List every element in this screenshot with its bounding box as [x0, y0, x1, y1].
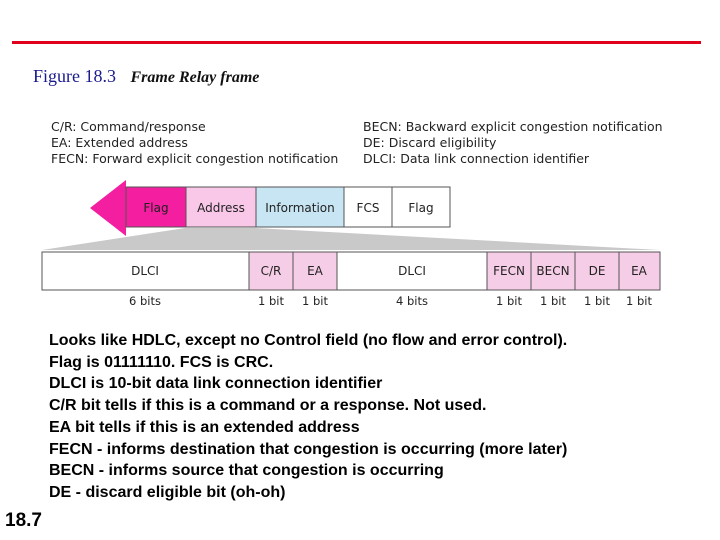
figure-number: Figure 18.3: [33, 66, 116, 86]
note-item: C/R bit tells if this is a command or a response. Not used.: [49, 397, 487, 415]
legend-de: DE: Discard eligibility: [363, 135, 497, 150]
note-item: BECN - informs source that congestion is occurring: [49, 462, 444, 480]
bits-de: 1 bit: [584, 294, 610, 308]
note-item: DLCI is 10-bit data link connection identifier: [49, 375, 383, 393]
expansion-triangle: [42, 228, 660, 250]
bits-becn: 1 bit: [540, 294, 566, 308]
bits-cr: 1 bit: [258, 294, 284, 308]
figure-caption: Frame Relay frame: [130, 69, 260, 86]
bits-ea-1: 1 bit: [302, 294, 328, 308]
header-label-dlci-low: DLCI: [398, 264, 426, 278]
legend-cr: C/R: Command/response: [51, 119, 206, 134]
note-item: Looks like HDLC, except no Control field (no flow and error control).: [49, 332, 568, 349]
frame-label-address: Address: [197, 201, 245, 215]
direction-arrow: [90, 180, 126, 236]
frame-label-information: Information: [265, 201, 335, 215]
header-label-ea-1: EA: [307, 264, 323, 278]
frame-label-flag-start: Flag: [143, 201, 169, 215]
header-label-ea-2: EA: [631, 264, 647, 278]
legend-becn: BECN: Backward explicit congestion notification: [363, 119, 663, 134]
header-label-fecn: FECN: [493, 264, 525, 278]
frame-label-fcs: FCS: [356, 201, 380, 215]
header-label-cr: C/R: [260, 264, 282, 278]
header-label-de: DE: [588, 264, 606, 278]
frame-label-flag-end: Flag: [408, 201, 434, 215]
note-item: Flag is 01111110. FCS is CRC.: [49, 353, 274, 371]
header-label-becn: BECN: [536, 264, 570, 278]
bits-dlci-high: 6 bits: [129, 294, 161, 308]
notes-list: [49, 330, 567, 504]
header-label-dlci-high: DLCI: [131, 264, 159, 278]
legend-dlci: DLCI: Data link connection identifier: [363, 151, 590, 166]
note-item: FECN - informs destination that congestion is occurring (more later): [49, 440, 568, 458]
note-item: DE - discard eligible bit (oh-oh): [49, 483, 286, 501]
note-item: EA bit tells if this is an extended address: [49, 418, 360, 436]
bits-dlci-low: 4 bits: [396, 294, 428, 308]
slide-number: 18.7: [5, 510, 42, 531]
bits-ea-2: 1 bit: [626, 294, 652, 308]
legend-ea: EA: Extended address: [51, 135, 188, 150]
legend-fecn: FECN: Forward explicit congestion notification: [51, 151, 339, 166]
bits-fecn: 1 bit: [496, 294, 522, 308]
